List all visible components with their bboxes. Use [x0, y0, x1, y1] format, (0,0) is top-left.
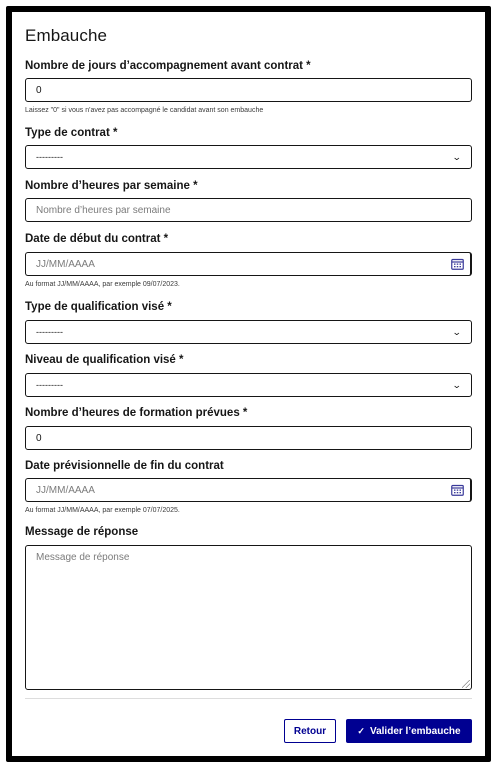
message-label: Message de réponse: [25, 526, 139, 538]
hours-per-week-label: Nombre d’heures par semaine *: [25, 180, 198, 192]
end-date-calendar-button[interactable]: [445, 478, 472, 502]
qualification-level-value: ---------: [36, 380, 63, 390]
hours-per-week-input[interactable]: [25, 198, 472, 222]
validate-hiring-label: Valider l’embauche: [369, 725, 461, 737]
check-icon: ✓: [357, 725, 365, 736]
contract-type-label: Type de contrat *: [25, 127, 118, 139]
start-date-input[interactable]: [25, 252, 445, 276]
qualification-type-select[interactable]: [25, 320, 472, 344]
form-title: Embauche: [25, 26, 108, 45]
training-hours-label: Nombre d’heures de formation prévues *: [25, 407, 248, 419]
chevron-down-icon: ⌄: [452, 379, 463, 390]
days-before-help: Laissez "0" si vous n'avez pas accompagné le candidat avant son embauche: [25, 107, 264, 114]
training-hours-input[interactable]: [25, 426, 472, 450]
contract-type-value: ---------: [36, 152, 63, 162]
start-date-group: [25, 252, 472, 276]
qualification-level-select[interactable]: [25, 373, 472, 397]
form-divider: [25, 698, 472, 699]
start-date-calendar-button[interactable]: [445, 252, 472, 276]
end-date-group: [25, 478, 472, 502]
resize-handle[interactable]: [462, 680, 470, 688]
end-date-input[interactable]: [25, 478, 445, 502]
days-before-label: Nombre de jours d’accompagnement avant contrat *: [25, 60, 311, 72]
end-date-label: Date prévisionnelle de fin du contrat: [25, 460, 224, 472]
qualification-type-value: ---------: [36, 327, 63, 337]
chevron-down-icon: ⌄: [452, 326, 463, 337]
back-button[interactable]: Retour: [284, 719, 336, 743]
contract-type-select[interactable]: [25, 145, 472, 169]
qualification-type-label: Type de qualification visé *: [25, 301, 172, 313]
chevron-down-icon: ⌄: [452, 151, 463, 162]
message-textarea[interactable]: [25, 545, 472, 690]
days-before-input[interactable]: [25, 78, 472, 102]
start-date-help: Au format JJ/MM/AAAA, par exemple 09/07/2023.: [25, 281, 180, 288]
validate-hiring-button[interactable]: [346, 719, 472, 743]
start-date-label: Date de début du contrat *: [25, 233, 169, 245]
qualification-level-label: Niveau de qualification visé *: [25, 354, 184, 366]
calendar-icon: [451, 484, 464, 496]
end-date-help: Au format JJ/MM/AAAA, par exemple 07/07/2025.: [25, 507, 180, 514]
calendar-icon: [451, 258, 464, 270]
modal-frame: [6, 6, 491, 762]
